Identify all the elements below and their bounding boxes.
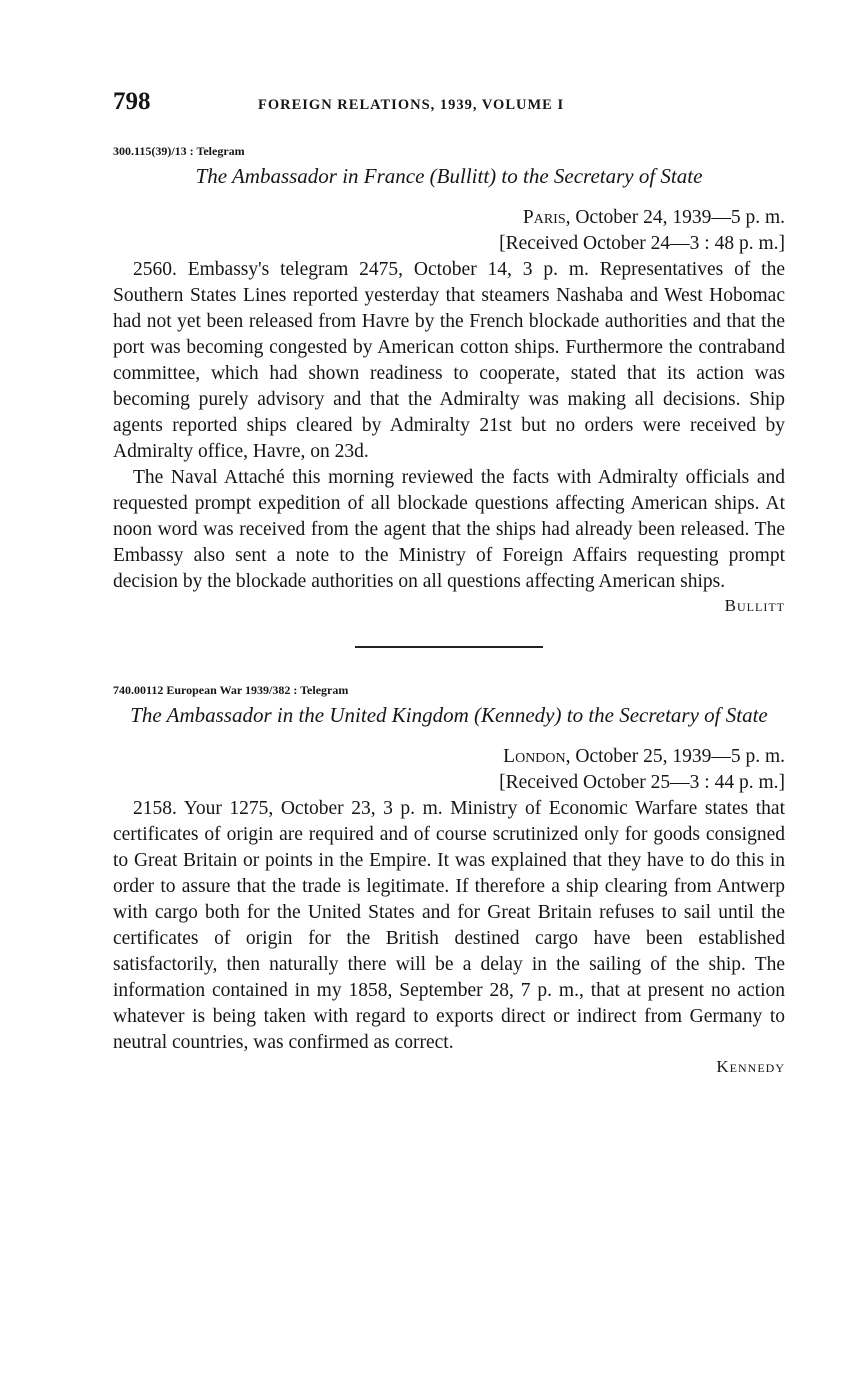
file-reference: 740.00112 European War 1939/382 : Telegram — [113, 683, 349, 697]
body-paragraph: 2560. Embassy's telegram 2475, October 14, 3 p. m. Representatives of the Southern States Lines reported yesterday that steamers Nashaba and West Hobomac had not yet been released from Havre by the French blockade authorities and that the port was becoming congested by American cotton ships. Furthermore the contraband committee, which had shown readiness to cooperate, stated that its action was becoming purely advisory and that the Admiralty was making all decisions. Ship agents reported ships cleared by Admiralty 21st but no orders were received by Admiralty office, Havre, on 23d. — [113, 259, 785, 462]
section-divider — [355, 646, 543, 648]
dateline — [113, 744, 785, 770]
received-line: [Received October 25—3 : 44 p. m.] — [499, 772, 785, 793]
body-paragraph: The Naval Attaché this morning reviewed the facts with Admiralty officials and requested prompt expedition of all blockade questions affecting American ships. At noon word was received from the agent that the ships had already been released. The Embassy also sent a note to the Ministry of Foreign Affairs requesting prompt decision by the blockade authorities on all questions affecting American ships. — [113, 467, 785, 592]
dateline-place: London — [503, 746, 566, 767]
document-heading: The Ambassador in France (Bullitt) to the Secretary of State — [195, 164, 703, 188]
dateline-date: , October 25, 1939—5 p. m. — [565, 746, 785, 767]
running-head — [113, 88, 785, 124]
signature: Bullitt — [724, 596, 785, 615]
file-reference: 300.115(39)/13 : Telegram — [113, 144, 245, 158]
page-number: 798 — [113, 88, 151, 115]
document-heading: The Ambassador in the United Kingdom (Kennedy) to the Secretary of State — [130, 703, 768, 727]
document-page — [113, 88, 785, 1078]
dateline — [113, 205, 785, 231]
dateline-place: Paris — [522, 207, 566, 228]
dateline-date: , October 24, 1939—5 p. m. — [565, 207, 785, 228]
signature: Kennedy — [716, 1057, 785, 1076]
received-line: [Received October 24—3 : 48 p. m.] — [499, 233, 785, 254]
body-paragraph: 2158. Your 1275, October 23, 3 p. m. Ministry of Economic Warfare states that certificates of origin are required and of course scrutinized only for goods consigned to Great Britain or points in the Empire. It was explained that they have to do this in order to assure that the trade is legitimate. If therefore a ship clearing from Antwerp with cargo both for the United States and for Great Britain refuses to sail until the certificates of origin for the British destined cargo have been established satisfactorily, then naturally there will be a delay in the sailing of the ship. The information contained in my 1858, September 28, 7 p. m., that at present no action whatever is being taken with regard to exports direct or indirect from Germany to neutral countries, was confirmed as correct. — [113, 798, 785, 1053]
running-title: FOREIGN RELATIONS, 1939, VOLUME I — [258, 97, 565, 113]
